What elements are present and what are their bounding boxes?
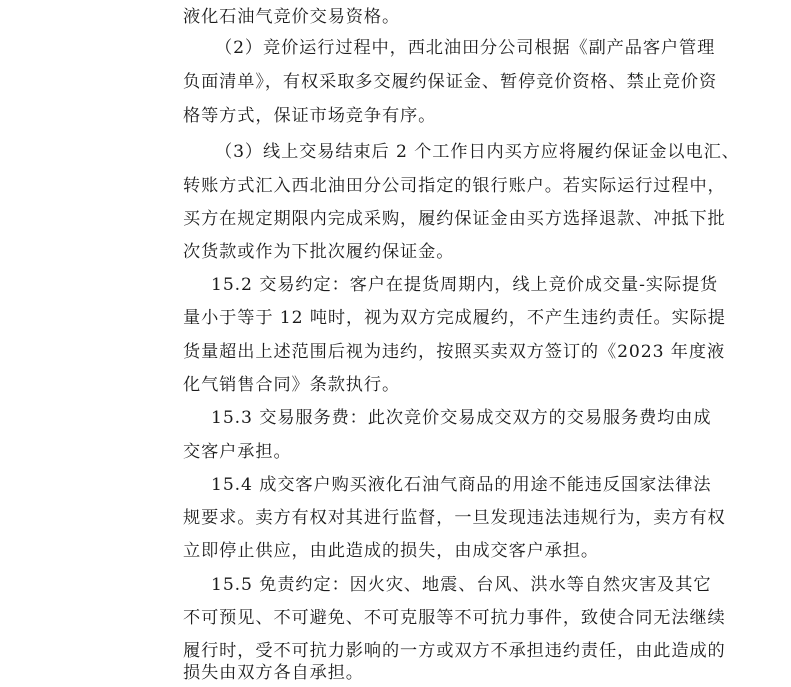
text-line: 买方在规定期限内完成采购，履约保证金由买方选择退款、冲抵下批 (183, 209, 726, 229)
text-line: 不可预见、不可避免、不可克服等不可抗力事件，致使合同无法继续 (183, 608, 726, 628)
text-line: 15.4 成交客户购买液化石油气商品的用途不能违反国家法律法 (211, 475, 712, 495)
text-line: 15.3 交易服务费：此次竞价交易成交双方的交易服务费均由成 (211, 408, 712, 428)
text-line: 交客户承担。 (183, 442, 292, 462)
text-line: （3）线上交易结束后 2 个工作日内买方应将履约保证金以电汇、 (215, 142, 740, 162)
text-line: 货量超出上述范围后视为违约，按照买卖双方签订的《2023 年度液 (183, 342, 726, 362)
text-line: 履行时，受不可抗力影响的一方或双方不承担违约责任，由此造成的 (183, 641, 726, 661)
text-line: 液化石油气竞价交易资格。 (183, 7, 401, 27)
text-line: 15.5 免责约定：因火灾、地震、台风、洪水等自然灾害及其它 (211, 575, 712, 595)
text-line: 化气销售合同》条款执行。 (183, 375, 401, 395)
text-line: 转账方式汇入西北油田分公司指定的银行账户。若实际运行过程中， (183, 176, 726, 196)
text-line: 量小于等于 12 吨时，视为双方完成履约，不产生违约责任。实际提 (183, 308, 726, 328)
text-line: 损失由双方各自承担。 (183, 663, 364, 683)
text-line: 次货款或作为下批次履约保证金。 (183, 242, 455, 262)
text-line: （2）竞价运行过程中，西北油田分公司根据《副产品客户管理 (215, 38, 716, 58)
text-line: 15.2 交易约定：客户在提货周期内，线上竞价成交量-实际提货 (211, 275, 719, 295)
text-line: 负面清单》，有权采取多交履约保证金、暂停竞价资格、禁止竞价资 (183, 72, 718, 92)
text-line: 规要求。卖方有权对其进行监督，一旦发现违法违规行为，卖方有权 (183, 508, 726, 528)
text-line: 立即停止供应，由此造成的损失，由成交客户承担。 (183, 541, 600, 561)
text-line: 格等方式，保证市场竞争有序。 (183, 106, 437, 126)
